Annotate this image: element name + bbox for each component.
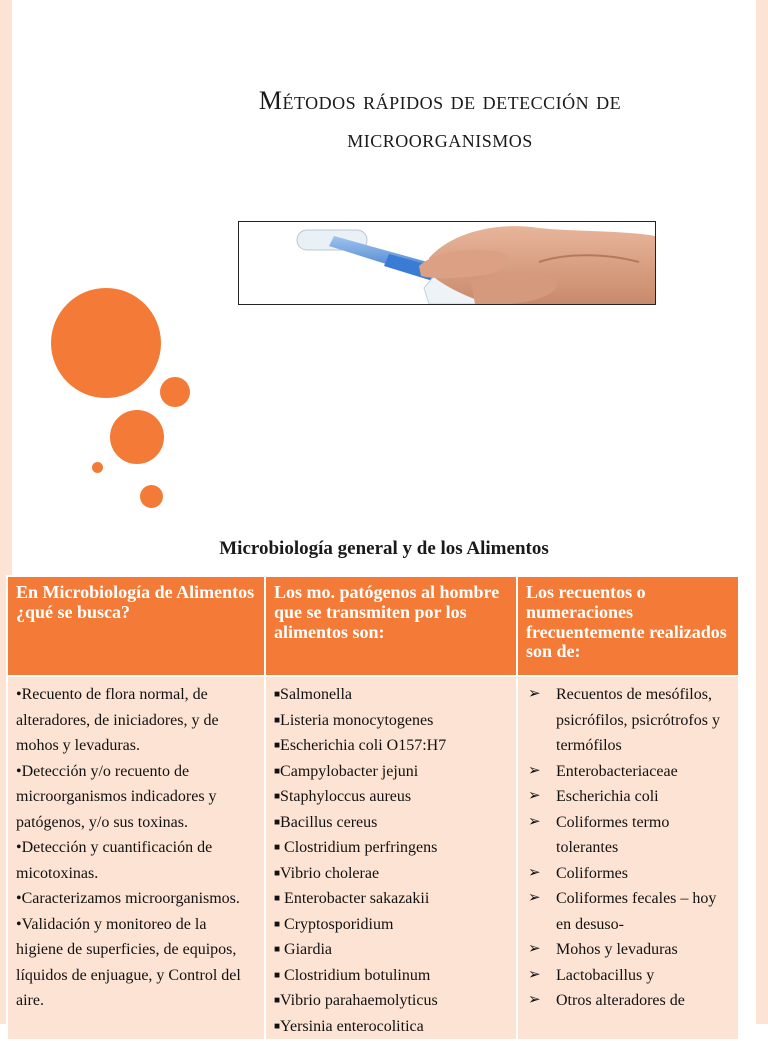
- list-item: ■Salmonella: [274, 686, 353, 703]
- square-bullet-icon: ■: [274, 918, 281, 930]
- list-item: ➢ Coliformes termo tolerantes: [526, 810, 730, 861]
- list-item: ■Campylobacter jejuni: [274, 762, 419, 780]
- list-item: •Detección y/o recuento de microorganismos indicadores y patógenos, y/o sus toxinas.: [16, 762, 217, 831]
- content-table: [6, 575, 740, 1041]
- arrow-bullet-icon: ➢: [528, 762, 541, 779]
- arrow-bullet-icon: ➢: [528, 788, 541, 804]
- list-item: ➢ Otros alteradores de: [526, 988, 730, 1014]
- list-item: ■ Enterobacter sakazakii: [274, 890, 430, 907]
- arrow-bullet-icon: ➢: [528, 941, 541, 957]
- objectives-cell: [7, 676, 265, 1040]
- arrow-bullet-icon: ➢: [528, 966, 541, 983]
- list-item: ■Staphyloccus aureus: [274, 788, 412, 805]
- decor-circle-small-2: [140, 485, 163, 508]
- square-bullet-icon: ■: [274, 867, 281, 879]
- table-body-row: [7, 676, 739, 1040]
- list-item: ■Vibrio cholerae: [274, 864, 380, 882]
- right-decor-stripe: [756, 0, 768, 1024]
- list-item: ■ Giardia: [274, 941, 333, 958]
- square-bullet-icon: ■: [274, 816, 281, 828]
- list-item: ■Yersinia enterocolitica: [274, 1017, 424, 1035]
- arrow-bullet-icon: ➢: [528, 890, 541, 906]
- list-item: ➢ Lactobacillus y: [526, 963, 730, 989]
- list-item: ■ Clostridium perfringens: [274, 839, 438, 856]
- list-item: ■ Clostridium botulinum: [274, 966, 431, 984]
- header-cell: Los recuentos o numeraciones frecuentemente realizados son de:: [517, 576, 739, 676]
- square-bullet-icon: ■: [274, 893, 281, 904]
- decor-circle-small-1: [160, 377, 190, 407]
- list-item: ■Bacillus cereus: [274, 813, 378, 831]
- list-item: ■Escherichia coli O157:H7: [274, 737, 447, 754]
- list-item: ➢ Escherichia coli: [526, 784, 730, 810]
- slide-subtitle: Microbiología general y de los Alimentos: [219, 538, 549, 559]
- table-header-row: [7, 576, 739, 676]
- square-bullet-icon: ■: [274, 689, 281, 700]
- square-bullet-icon: ■: [274, 995, 281, 1006]
- square-bullet-icon: ■: [274, 765, 281, 777]
- header-cell: Los mo. patógenos al hombre que se transmiten por los alimentos son:: [265, 576, 517, 676]
- decor-circle-large: [51, 288, 161, 398]
- square-bullet-icon: ■: [274, 944, 281, 955]
- list-item: ➢ Coliformes fecales – hoy en desuso-: [526, 886, 730, 937]
- square-bullet-icon: ■: [274, 969, 281, 981]
- list-item: •Recuento de flora normal, de alteradores, de iniciadores, y de mohos y levaduras.: [16, 686, 219, 754]
- list-item: ➢ Enterobacteriaceae: [526, 759, 730, 785]
- list-item: •Validación y monitoreo de la higiene de superficies, de equipos, líquidos de enjuague, y Control del aire.: [16, 915, 241, 1009]
- swab-device-photo: [238, 221, 656, 305]
- square-bullet-icon: ■: [274, 842, 281, 853]
- arrow-bullet-icon: ➢: [528, 992, 541, 1008]
- square-bullet-icon: ■: [274, 714, 281, 726]
- decor-circle-medium: [110, 410, 164, 464]
- counts-cell: [517, 676, 739, 1040]
- square-bullet-icon: ■: [274, 791, 281, 802]
- header-cell: En Microbiología de Alimentos ¿qué se busca?: [7, 576, 265, 676]
- title-line-2: microorganismos: [347, 123, 533, 153]
- list-item: •Caracterizamos microorganismos.: [16, 890, 240, 907]
- list-item: ■Listeria monocytogenes: [274, 711, 434, 729]
- list-item: ➢ Coliformes: [526, 861, 730, 887]
- list-item: ■Vibrio parahaemolyticus: [274, 992, 438, 1009]
- arrow-bullet-icon: ➢: [528, 813, 541, 830]
- list-item: ➢ Mohos y levaduras: [526, 937, 730, 963]
- list-item: ■ Cryptosporidium: [274, 915, 394, 933]
- arrow-bullet-icon: ➢: [528, 686, 541, 702]
- arrow-bullet-icon: ➢: [528, 864, 541, 881]
- pathogens-cell: [265, 676, 517, 1040]
- list-item: •Detección y cuantificación de micotoxinas.: [16, 839, 213, 882]
- square-bullet-icon: ■: [274, 740, 281, 751]
- hand-holding-swab-illustration: [239, 222, 655, 304]
- title-line-1: Métodos rápidos de detección de: [258, 86, 622, 115]
- square-bullet-icon: ■: [274, 1020, 281, 1032]
- decor-circle-dot: [92, 462, 103, 473]
- slide-title: [150, 82, 730, 157]
- list-item: ➢ Recuentos de mesófilos, psicrófilos, psicrótrofos y termófilos: [526, 682, 730, 759]
